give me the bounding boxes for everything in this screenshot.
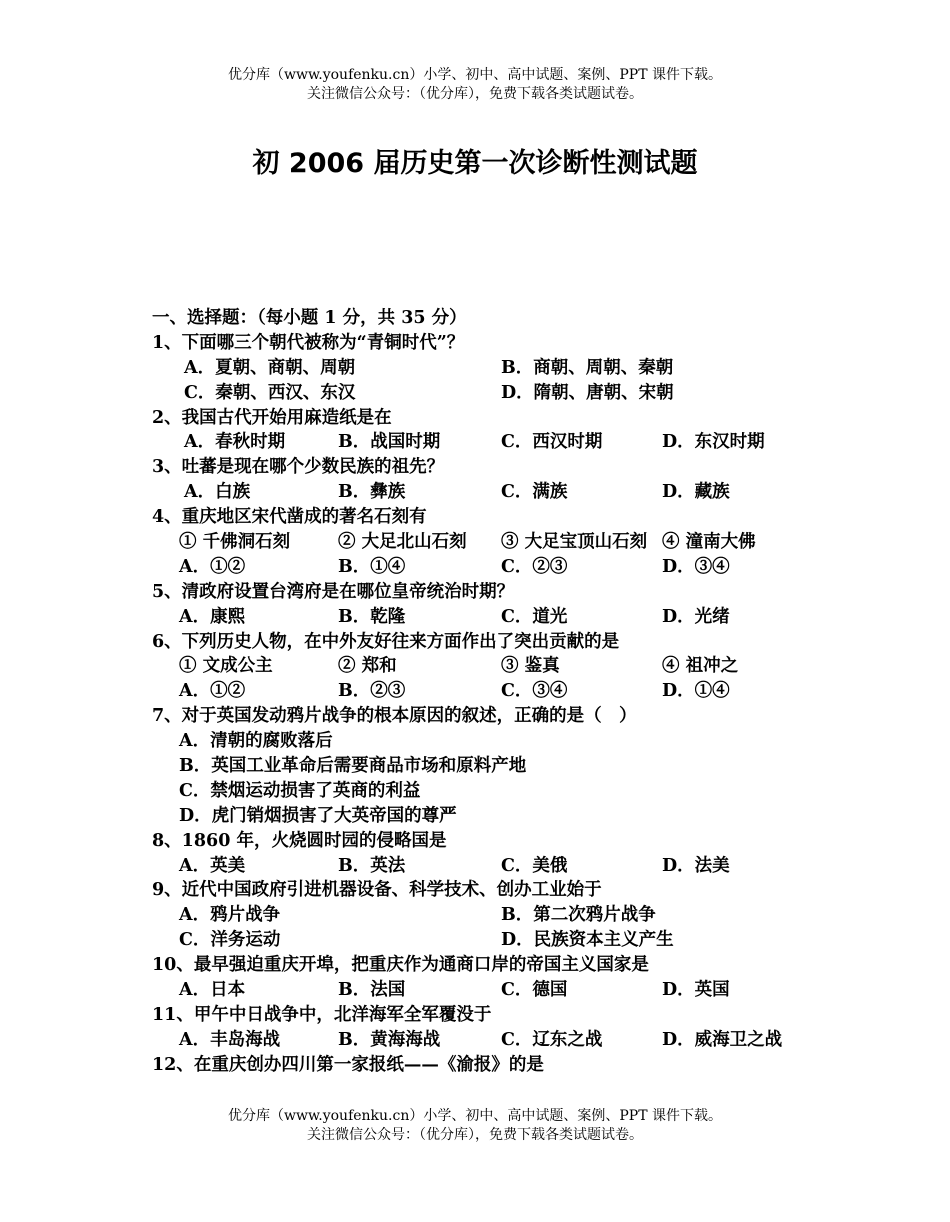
option-b: B．黄海海战 [338, 1029, 441, 1050]
question-2-options [152, 430, 852, 455]
option-d: D．①④ [662, 681, 730, 702]
option-d: D．法美 [662, 855, 730, 876]
option-b: B．英法 [338, 855, 406, 876]
option-d: D．隋朝、唐朝、宋朝 [501, 382, 674, 403]
footer-line-2: 关注微信公众号：（优分库），免费下载各类试题试卷。 [307, 1127, 643, 1143]
section-heading: 一、选择题：（每小题 1 分，共 35 分） [152, 308, 467, 328]
question-11-stem: 11、甲午中日战争中，北洋海军全军覆没于 [152, 1004, 492, 1025]
item-1: ① 千佛洞石刻 [179, 532, 291, 553]
item-1: ① 文成公主 [179, 656, 273, 677]
option-d: D．民族资本主义产生 [501, 930, 674, 951]
option-b: B．第二次鸦片战争 [501, 905, 656, 926]
option-a: A．清朝的腐败落后 [179, 731, 333, 752]
question-11-options [152, 1028, 852, 1053]
option-b: B．彝族 [338, 482, 406, 503]
option-c: C．满族 [501, 482, 568, 503]
option-a: A．①② [179, 681, 246, 702]
question-4-items [152, 530, 852, 555]
question-9-options-row-2 [152, 928, 852, 953]
question-6-options [152, 679, 852, 704]
option-c: C．辽东之战 [501, 1029, 603, 1050]
exam-title: 初 2006 届历史第一次诊断性测试题 [252, 148, 698, 179]
option-b: B．①④ [338, 556, 406, 577]
option-a: A．白族 [184, 482, 251, 503]
question-6-items [152, 654, 852, 679]
option-c: C．美俄 [501, 855, 568, 876]
option-c: C．洋务运动 [179, 930, 281, 951]
option-c: C．禁烟运动损害了英商的利益 [179, 780, 421, 801]
item-3: ③ 鉴真 [501, 656, 560, 677]
question-5-stem: 5、清政府设置台湾府是在哪位皇帝统治时期？ [152, 581, 515, 602]
footer-line-1: 优分库（www.youfenku.cn）小学、初中、高中试题、案例、PPT 课件下载。 [227, 1108, 722, 1124]
option-a: A．春秋时期 [184, 432, 286, 453]
page-header [0, 66, 950, 104]
option-c: C．德国 [501, 980, 568, 1001]
option-b: B．法国 [338, 980, 406, 1001]
option-c: C．道光 [501, 606, 568, 627]
question-10-stem: 10、最早强迫重庆开埠，把重庆作为通商口岸的帝国主义国家是 [152, 955, 649, 976]
option-d: D．东汉时期 [662, 432, 765, 453]
item-2: ② 大足北山石刻 [338, 532, 467, 553]
exam-content [152, 306, 852, 1078]
option-c: C．②③ [501, 556, 568, 577]
option-a: A．鸦片战争 [179, 905, 281, 926]
question-12-stem: 12、在重庆创办四川第一家报纸——《渝报》的是 [152, 1054, 544, 1075]
page-footer [0, 1107, 950, 1145]
option-a: A．康熙 [179, 606, 246, 627]
option-a: A．①② [179, 556, 246, 577]
option-b: B．英国工业革命后需要商品市场和原料产地 [179, 756, 527, 777]
header-line-1: 优分库（www.youfenku.cn）小学、初中、高中试题、案例、PPT 课件下载。 [227, 67, 722, 83]
option-a: A．夏朝、商朝、周朝 [184, 357, 356, 378]
question-8-options [152, 854, 852, 879]
item-4: ④ 潼南大佛 [662, 532, 756, 553]
option-d: D．藏族 [662, 482, 730, 503]
question-5-options [152, 605, 852, 630]
question-4-options [152, 555, 852, 580]
question-9-stem: 9、近代中国政府引进机器设备、科学技术、创办工业始于 [152, 880, 602, 901]
question-3-options [152, 480, 852, 505]
option-d: D．③④ [662, 556, 730, 577]
option-c: C．秦朝、西汉、东汉 [184, 382, 356, 403]
question-1-options-row-2 [152, 381, 852, 406]
question-1-stem: 1、下面哪三个朝代被称为“青铜时代”？ [152, 332, 465, 353]
option-a: A．丰岛海战 [179, 1029, 281, 1050]
question-7-stem: 7、对于英国发动鸦片战争的根本原因的叙述，正确的是（ ） [152, 706, 637, 727]
question-8-stem: 8、1860 年，火烧圆时园的侵略国是 [152, 830, 447, 851]
option-d: D．光绪 [662, 606, 730, 627]
question-1-options-row-1 [152, 356, 852, 381]
option-c: C．西汉时期 [501, 432, 603, 453]
question-2-stem: 2、我国古代开始用麻造纸是在 [152, 407, 392, 428]
option-b: B．②③ [338, 681, 406, 702]
option-d: D．威海卫之战 [662, 1029, 783, 1050]
question-3-stem: 3、吐蕃是现在哪个少数民族的祖先？ [152, 457, 445, 478]
option-b: B．商朝、周朝、秦朝 [501, 357, 674, 378]
header-line-2: 关注微信公众号：（优分库），免费下载各类试题试卷。 [307, 86, 643, 102]
option-a: A．日本 [179, 980, 246, 1001]
option-d: D．英国 [662, 980, 730, 1001]
option-a: A．英美 [179, 855, 246, 876]
question-9-options-row-1 [152, 903, 852, 928]
question-4-stem: 4、重庆地区宋代凿成的著名石刻有 [152, 507, 427, 528]
option-b: B．乾隆 [338, 606, 406, 627]
item-3: ③ 大足宝顶山石刻 [501, 532, 648, 553]
item-4: ④ 祖冲之 [662, 656, 739, 677]
option-c: C．③④ [501, 681, 568, 702]
question-6-stem: 6、下列历史人物，在中外友好往来方面作出了突出贡献的是 [152, 631, 620, 652]
question-10-options [152, 978, 852, 1003]
item-2: ② 郑和 [338, 656, 397, 677]
option-d: D．虎门销烟损害了大英帝国的尊严 [179, 805, 457, 826]
option-b: B．战国时期 [338, 432, 441, 453]
